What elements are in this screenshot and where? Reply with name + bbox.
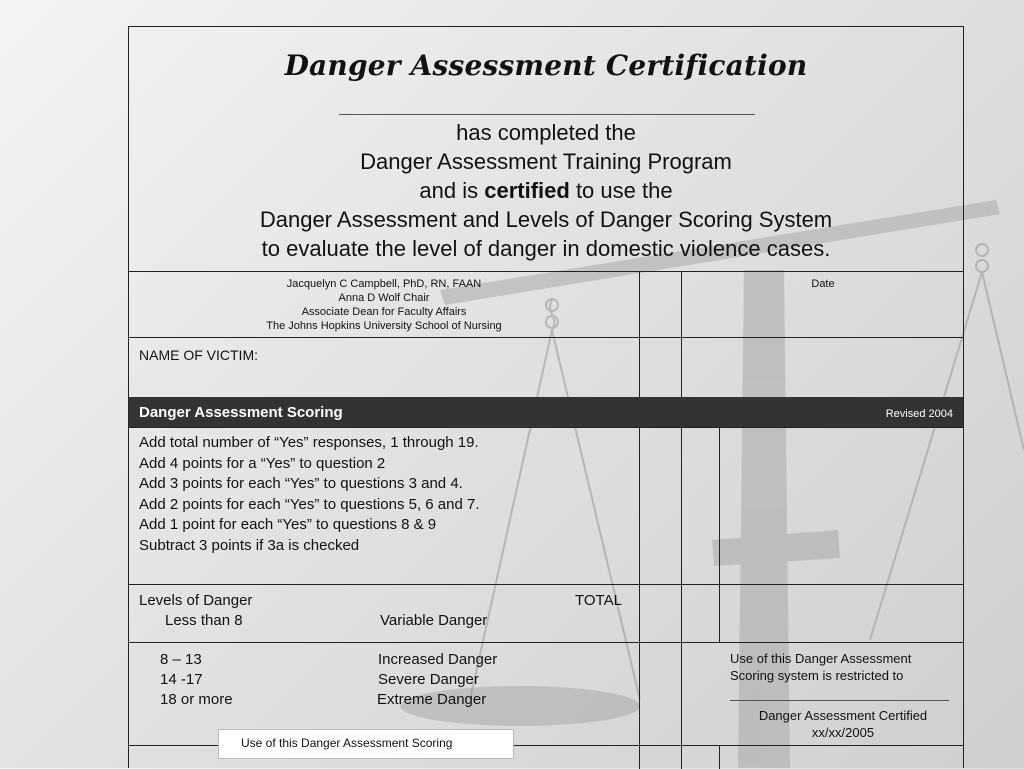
level-range: 8 – 13 <box>160 651 202 668</box>
recipient-name-blank <box>339 114 755 115</box>
signatory-block <box>129 277 639 333</box>
scoring-rule: Add 2 points for each “Yes” to questions 5, 6 and 7. <box>139 495 480 513</box>
level-range: 14 -17 <box>160 671 203 688</box>
certificate-line: Danger Assessment and Levels of Danger Scoring System <box>259 207 833 232</box>
scoring-rule: Add 1 point for each “Yes” to questions 8 & 9 <box>139 516 437 533</box>
scoring-rule: Add total number of “Yes” responses, 1 through 19. <box>139 434 479 451</box>
level-name: Extreme Danger <box>377 691 487 708</box>
restriction-name-blank <box>730 700 949 701</box>
signatory-title: Associate Dean for Faculty Affairs <box>301 306 467 318</box>
column-divider <box>639 427 640 769</box>
signatory-chair: Anna D Wolf Chair <box>338 292 430 304</box>
level-name: Variable Danger <box>380 612 488 629</box>
divider <box>129 584 963 585</box>
divider <box>129 271 963 272</box>
level-name: Increased Danger <box>378 651 498 668</box>
divider <box>129 337 963 338</box>
level-range: Less than 8 <box>165 612 243 629</box>
level-range: 18 or more <box>160 691 233 708</box>
footer-note: Use of this Danger Assessment Scoring <box>218 729 514 759</box>
certificate-line <box>129 176 963 205</box>
certificate-line: to evaluate the level of danger in domestic violence cases. <box>261 236 831 261</box>
certified-date: xx/xx/2005 <box>811 725 875 740</box>
scoring-rule: Subtract 3 points if 3a is checked <box>139 536 360 554</box>
column-divider <box>719 745 720 769</box>
certificate-line: Danger Assessment Training Program <box>360 149 732 174</box>
scoring-title: Danger Assessment Scoring <box>139 404 343 421</box>
divider <box>129 427 963 428</box>
certificate-text: to use the <box>569 178 673 203</box>
divider <box>129 642 963 643</box>
column-divider <box>681 427 682 769</box>
scoring-rule: Add 3 points for each “Yes” to questions 3 and 4. <box>139 475 463 492</box>
level-name: Severe Danger <box>378 671 479 688</box>
victim-name-label: NAME OF VICTIM: <box>139 347 258 363</box>
certificate-line: has completed the <box>456 120 636 145</box>
certificate-text: and is <box>419 178 485 203</box>
date-label: Date <box>811 278 835 290</box>
certificate-title: Danger Assessment Certification <box>284 49 808 82</box>
column-divider <box>719 427 720 642</box>
signatory-name: Jacquelyn C Campbell, PhD, RN, FAAN <box>286 278 482 290</box>
certified-label: Danger Assessment Certified <box>758 708 928 723</box>
total-label: TOTAL <box>575 592 622 609</box>
restriction-text: Use of this Danger Assessment Scoring system is restricted to <box>730 651 912 683</box>
certified-emphasis: certified <box>484 178 570 203</box>
signatory-institution: The Johns Hopkins University School of Nursing <box>266 320 502 332</box>
revised-date: Revised 2004 <box>885 408 953 420</box>
column-divider <box>639 271 640 397</box>
certification-form <box>128 26 964 768</box>
scoring-header-bar <box>129 397 963 427</box>
scoring-rule: Add 4 points for a “Yes” to question 2 <box>139 454 386 472</box>
levels-header: Levels of Danger <box>139 592 253 609</box>
certified-block <box>730 707 956 741</box>
